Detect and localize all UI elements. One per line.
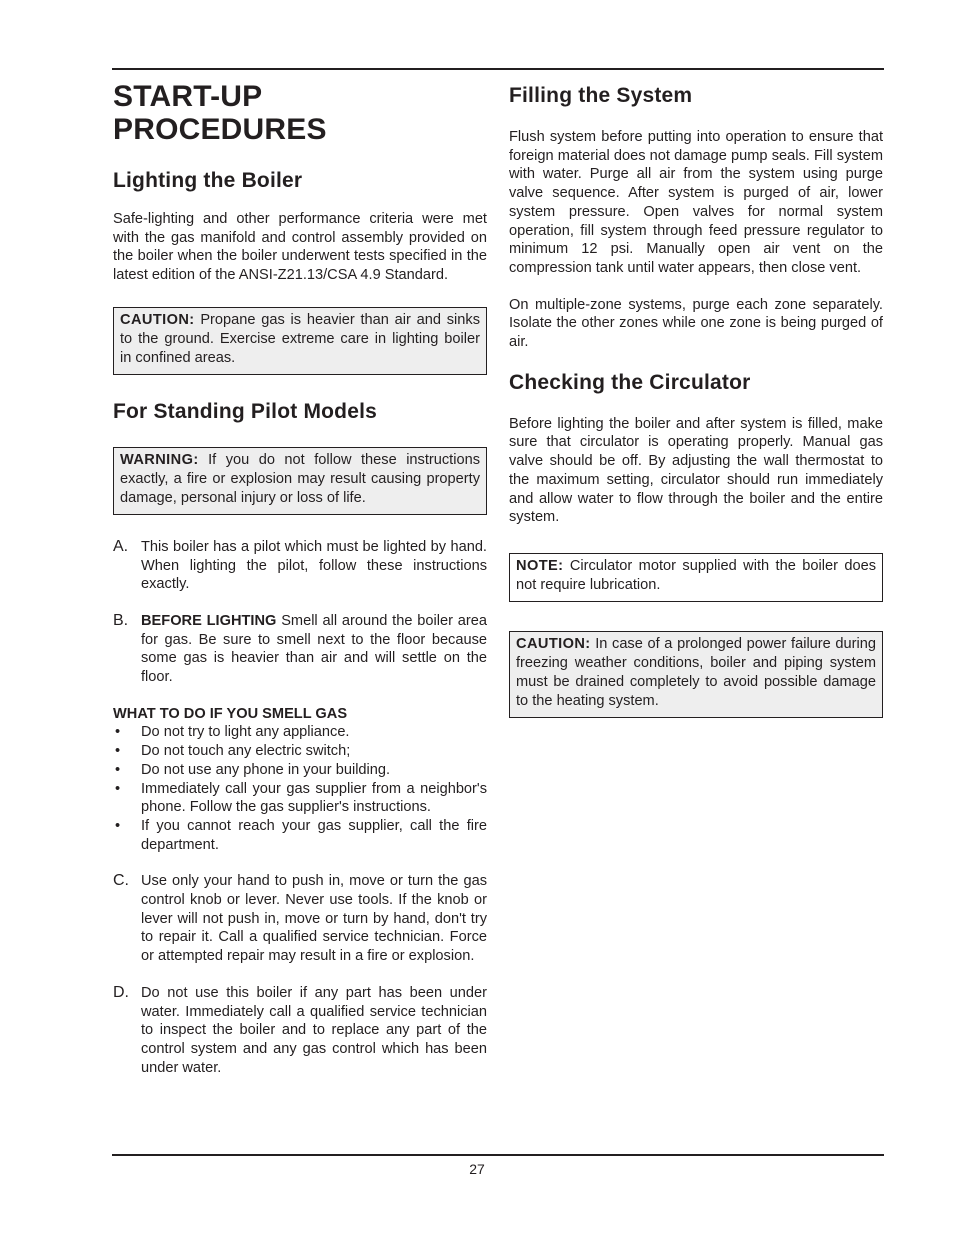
list-item-text: Do not try to light any appliance. [141, 724, 350, 741]
step-d-text: Do not use this boiler if any part has been under water. Immediately call a qualified service technician to inspect the boiler and to replace any part of the control system and any gas control which has been under water. [141, 984, 487, 1076]
list-item [113, 761, 487, 780]
list-item-text: Immediately call your gas supplier from a neighbor's phone. Follow the gas supplier's instructions. [141, 780, 487, 816]
bullet-icon: • [115, 761, 121, 778]
page-title-line2: PROCEDURES [113, 113, 327, 146]
circulator-heading: Checking the Circulator [509, 370, 751, 394]
bullet-icon: • [115, 724, 121, 741]
step-a-text: This boiler has a pilot which must be lighted by hand. When lighting the pilot, follow these instructions exactly. [141, 538, 487, 593]
circulator-body: Before lighting the boiler and after system is filled, make sure that circulator is operating properly. Manual gas valve should be off. By adjusting the wall thermostat to the maximum setting, circulator should run immediately and allow water to flow through the boiler and the entire system. [509, 415, 883, 526]
bullet-icon: • [115, 780, 121, 797]
caution-power-label: CAUTION: [516, 635, 591, 652]
step-b-text: Smell all around the boiler area for gas. Be sure to smell next to the floor because some gas is heavier than air and will settle on the floor. [141, 612, 488, 686]
warning-text: If you do not follow these instructions exactly, a fire or explosion may result causing property damage, personal injury or loss of life. [120, 451, 480, 506]
bullet-icon: • [115, 743, 121, 760]
filling-para-2: On multiple-zone systems, purge each zone separately. Isolate the other zones while one zone is being purged of air. [509, 296, 883, 351]
left-column [113, 80, 487, 1077]
warning-label: WARNING: [120, 451, 199, 468]
page-title [113, 80, 487, 146]
filling-para-1: Flush system before putting into operation to ensure that foreign material does not damage pump seals. Fill system with water. Purge all air from the system using purge valve sequence. After system is purged of air, lower system pressure. Open valves for normal system operation, fill system through feed pressure regulator to minimum 12 psi. Manually open air vent on the compression tank until water appears, then close vent. [509, 129, 883, 276]
step-c-letter: C. [113, 872, 129, 890]
caution-box-power [509, 631, 883, 718]
bottom-rule [112, 1154, 884, 1156]
caution-label: CAUTION: [120, 311, 195, 328]
note-box [509, 553, 883, 602]
note-text: Circulator motor supplied with the boiler does not require lubrication. [516, 557, 876, 593]
pilot-heading: For Standing Pilot Models [113, 399, 377, 423]
step-c-text: Use only your hand to push in, move or turn the gas control knob or lever. Never use tools. If the knob or lever will not push in, move or turn by hand, don't try to repair it. Call a qualified service technician. Force or attempted repair may result in a fire or explosion. [141, 873, 487, 965]
right-column [509, 80, 883, 718]
list-item [113, 780, 487, 817]
top-rule [112, 68, 884, 70]
step-a-letter: A. [113, 537, 129, 555]
list-item-text: Do not use any phone in your building. [141, 761, 391, 778]
lighting-heading: Lighting the Boiler [113, 169, 303, 192]
note-label: NOTE: [516, 557, 564, 574]
caution-text: Propane gas is heavier than air and sinks to the ground. Exercise extreme care in lighting boiler in confined areas. [120, 311, 480, 366]
step-a [113, 538, 487, 594]
warning-box [113, 447, 487, 515]
caution-box-propane [113, 307, 487, 375]
bullet-icon: • [115, 817, 121, 834]
smell-gas-heading: WHAT TO DO IF YOU SMELL GAS [113, 705, 348, 722]
list-item [113, 742, 487, 761]
page-title-line1: START-UP [113, 80, 263, 113]
page-number: 27 [469, 1161, 485, 1177]
step-c [113, 872, 487, 966]
lighting-body: Safe-lighting and other performance criteria were met with the gas manifold and control assembly provided on the boiler when the boiler underwent tests specified in the latest edition of the ANSI-Z21.13/CSA 4.9 Standard. [113, 211, 487, 284]
list-item-text: If you cannot reach your gas supplier, call the fire department. [141, 817, 487, 853]
list-item [113, 723, 487, 742]
step-b-lead: BEFORE LIGHTING [141, 612, 277, 629]
smell-gas-list [113, 723, 487, 854]
step-b-letter: B. [113, 611, 129, 629]
step-d-letter: D. [113, 983, 129, 1001]
caution-power-text: In case of a prolonged power failure during freezing weather conditions, boiler and piping system must be drained completely to avoid possible damage to the heating system. [516, 635, 876, 709]
step-d [113, 984, 487, 1078]
list-item-text: Do not touch any electric switch; [141, 743, 351, 760]
step-b [113, 612, 487, 687]
list-item [113, 817, 487, 854]
filling-heading: Filling the System [509, 84, 693, 107]
